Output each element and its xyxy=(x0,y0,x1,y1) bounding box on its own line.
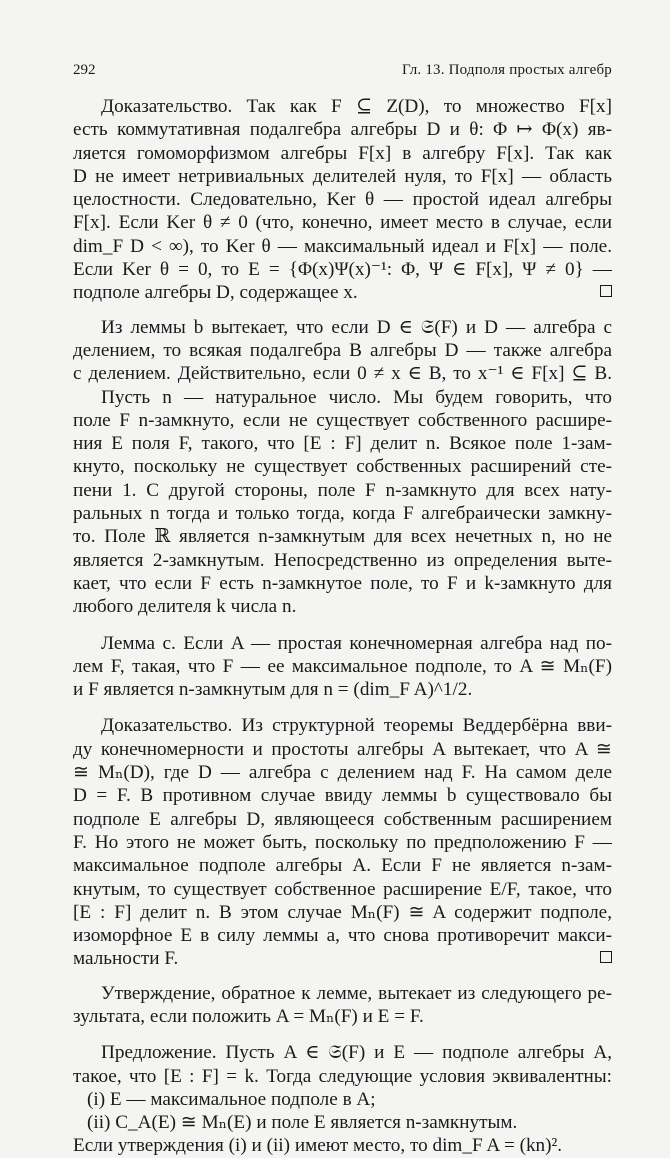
text-line: [E : F] делит n. В этом случае Mₙ(F) ≅ A содержит подполе, xyxy=(73,901,612,923)
text-line: лем F, такая, что F — ее максимальное подполе, то A ≅ Mₙ(F) xyxy=(73,655,612,677)
text-line-with-qed xyxy=(73,947,612,970)
text-line: с делением. Действительно, если 0 ≠ x ∈ B, то x⁻¹ ∈ F[x] ⊆ B. xyxy=(73,363,612,385)
text-line: является 2-замкнутым. Непосредственно из определения выте- xyxy=(73,549,612,571)
text-line: Утверждение, обратное к лемме, вытекает из следующего ре- xyxy=(101,982,612,1004)
text-line: Предложение. Пусть A ∈ 𝔖(F) и E — подполе алгебры A, xyxy=(101,1042,612,1064)
text-line: ≅ Mₙ(D), где D — алгебра с делением над F. На самом деле xyxy=(73,762,612,784)
text-line: Доказательство. Так как F ⊆ Z(D), то множество F[x] xyxy=(101,96,612,117)
text-line: поле F n-замкнуто, если не существует собственного расшире- xyxy=(73,409,612,431)
text-line: изоморфное E в силу леммы а, что снова противоречит макси- xyxy=(73,925,612,947)
qed-square-icon xyxy=(600,951,612,963)
text-line: максимальное подполе алгебры A. Если F не является n-зам- xyxy=(73,855,612,877)
text-line: есть коммутативная подалгебра алгебры D и θ: Φ ↦ Φ(x) яв- xyxy=(73,119,612,141)
text-line: любого делителя k числа n. xyxy=(73,596,297,618)
text-line: кнутым, то существует собственное расширение E/F, такое, что xyxy=(73,878,612,900)
text-line: кнуто, поскольку не существует собственных расширений сте- xyxy=(73,456,612,478)
text-line: Если Ker θ = 0, то E = {Φ(x)Ψ(x)⁻¹: Φ, Ψ ∈ F[x], Ψ ≠ 0} — xyxy=(73,259,612,281)
text-line: ральных n тогда и только тогда, когда F алгебраически замкну- xyxy=(73,503,612,525)
remark-paragraph xyxy=(73,316,612,386)
text-line: зультата, если положить A = Mₙ(F) и E = F. xyxy=(73,1005,424,1027)
text-line: ляется гомоморфизмом алгебры F[x] в алгебру F[x]. Так как xyxy=(73,142,612,164)
text-line: подполе алгебры D, содержащее x. xyxy=(73,282,358,304)
qed-square-icon xyxy=(600,285,612,297)
text-line: делением, то всякая подалгебра B алгебры D — также алгебра xyxy=(73,339,612,361)
text-line: то. Поле ℝ является n-замкнутым для всех нечетных n, но не xyxy=(73,526,612,548)
remark-paragraph xyxy=(73,982,612,1029)
text-line: dim_F D < ∞), то Ker θ — максимальный идеал и F[x] — поле. xyxy=(73,235,612,257)
text-line: такое, что [E : F] = k. Тогда следующие условия эквивалентны: xyxy=(73,1065,612,1087)
condition-item: (ii) C_A(E) ≅ Mₙ(E) и поле E является n-замкнутым. xyxy=(87,1112,518,1134)
text-line: Доказательство. Из структурной теоремы Веддербёрна вви- xyxy=(101,715,612,737)
text-line: кает, что если F есть n-замкнутое поле, то F и k-замкнуто для xyxy=(73,572,612,594)
lemma-paragraph xyxy=(73,632,612,702)
text-line: ния E поля F, такого, что [E : F] делит n. Всякое поле 1-зам- xyxy=(73,433,612,455)
page-header xyxy=(73,62,612,79)
condition-item: (i) E — максимальное подполе в A; xyxy=(87,1088,376,1110)
text-line: и F является n-замкнутым для n = (dim_F A)^1/2. xyxy=(73,679,473,701)
page-body xyxy=(73,95,612,1158)
text-line: F. Но этого не может быть, поскольку по предположению F — xyxy=(73,831,612,853)
proof-paragraph xyxy=(73,95,612,305)
text-line: Если утверждения (i) и (ii) имеют место, то dim_F A = (kn)². xyxy=(73,1135,563,1157)
definition-paragraph xyxy=(73,386,612,619)
text-line: F[x]. Если Ker θ ≠ 0 (что, конечно, имеет место в случае, если xyxy=(73,212,612,234)
proof-paragraph xyxy=(73,714,612,970)
text-line: подполе E алгебры D, являющееся собственным расширением xyxy=(73,808,612,830)
chapter-title: Гл. 13. Подполя простых алгебр xyxy=(402,62,612,78)
text-line: мальности F. xyxy=(73,948,179,970)
text-line-with-qed xyxy=(73,281,612,304)
text-line: Лемма с. Если A — простая конечномерная алгебра над по- xyxy=(101,632,612,654)
text-line: ду конечномерности и простоты алгебры A вытекает, что A ≅ xyxy=(73,738,612,760)
proposition-paragraph xyxy=(73,1041,612,1157)
page-number: 292 xyxy=(73,62,96,78)
text-line: Из леммы b вытекает, что если D ∈ 𝔖(F) и D — алгебра с xyxy=(101,316,612,338)
text-line: пени 1. С другой стороны, поле F n-замкнуто для всех нату- xyxy=(73,479,612,501)
text-line: D = F. В противном случае ввиду леммы b существовало бы xyxy=(73,785,612,807)
text-line: D не имеет нетривиальных делителей нуля, то F[x] — область xyxy=(73,165,612,187)
text-line: целостности. Следовательно, Ker θ — простой идеал алгебры xyxy=(73,189,612,211)
text-line: Пусть n — натуральное число. Мы будем говорить, что xyxy=(101,386,612,408)
